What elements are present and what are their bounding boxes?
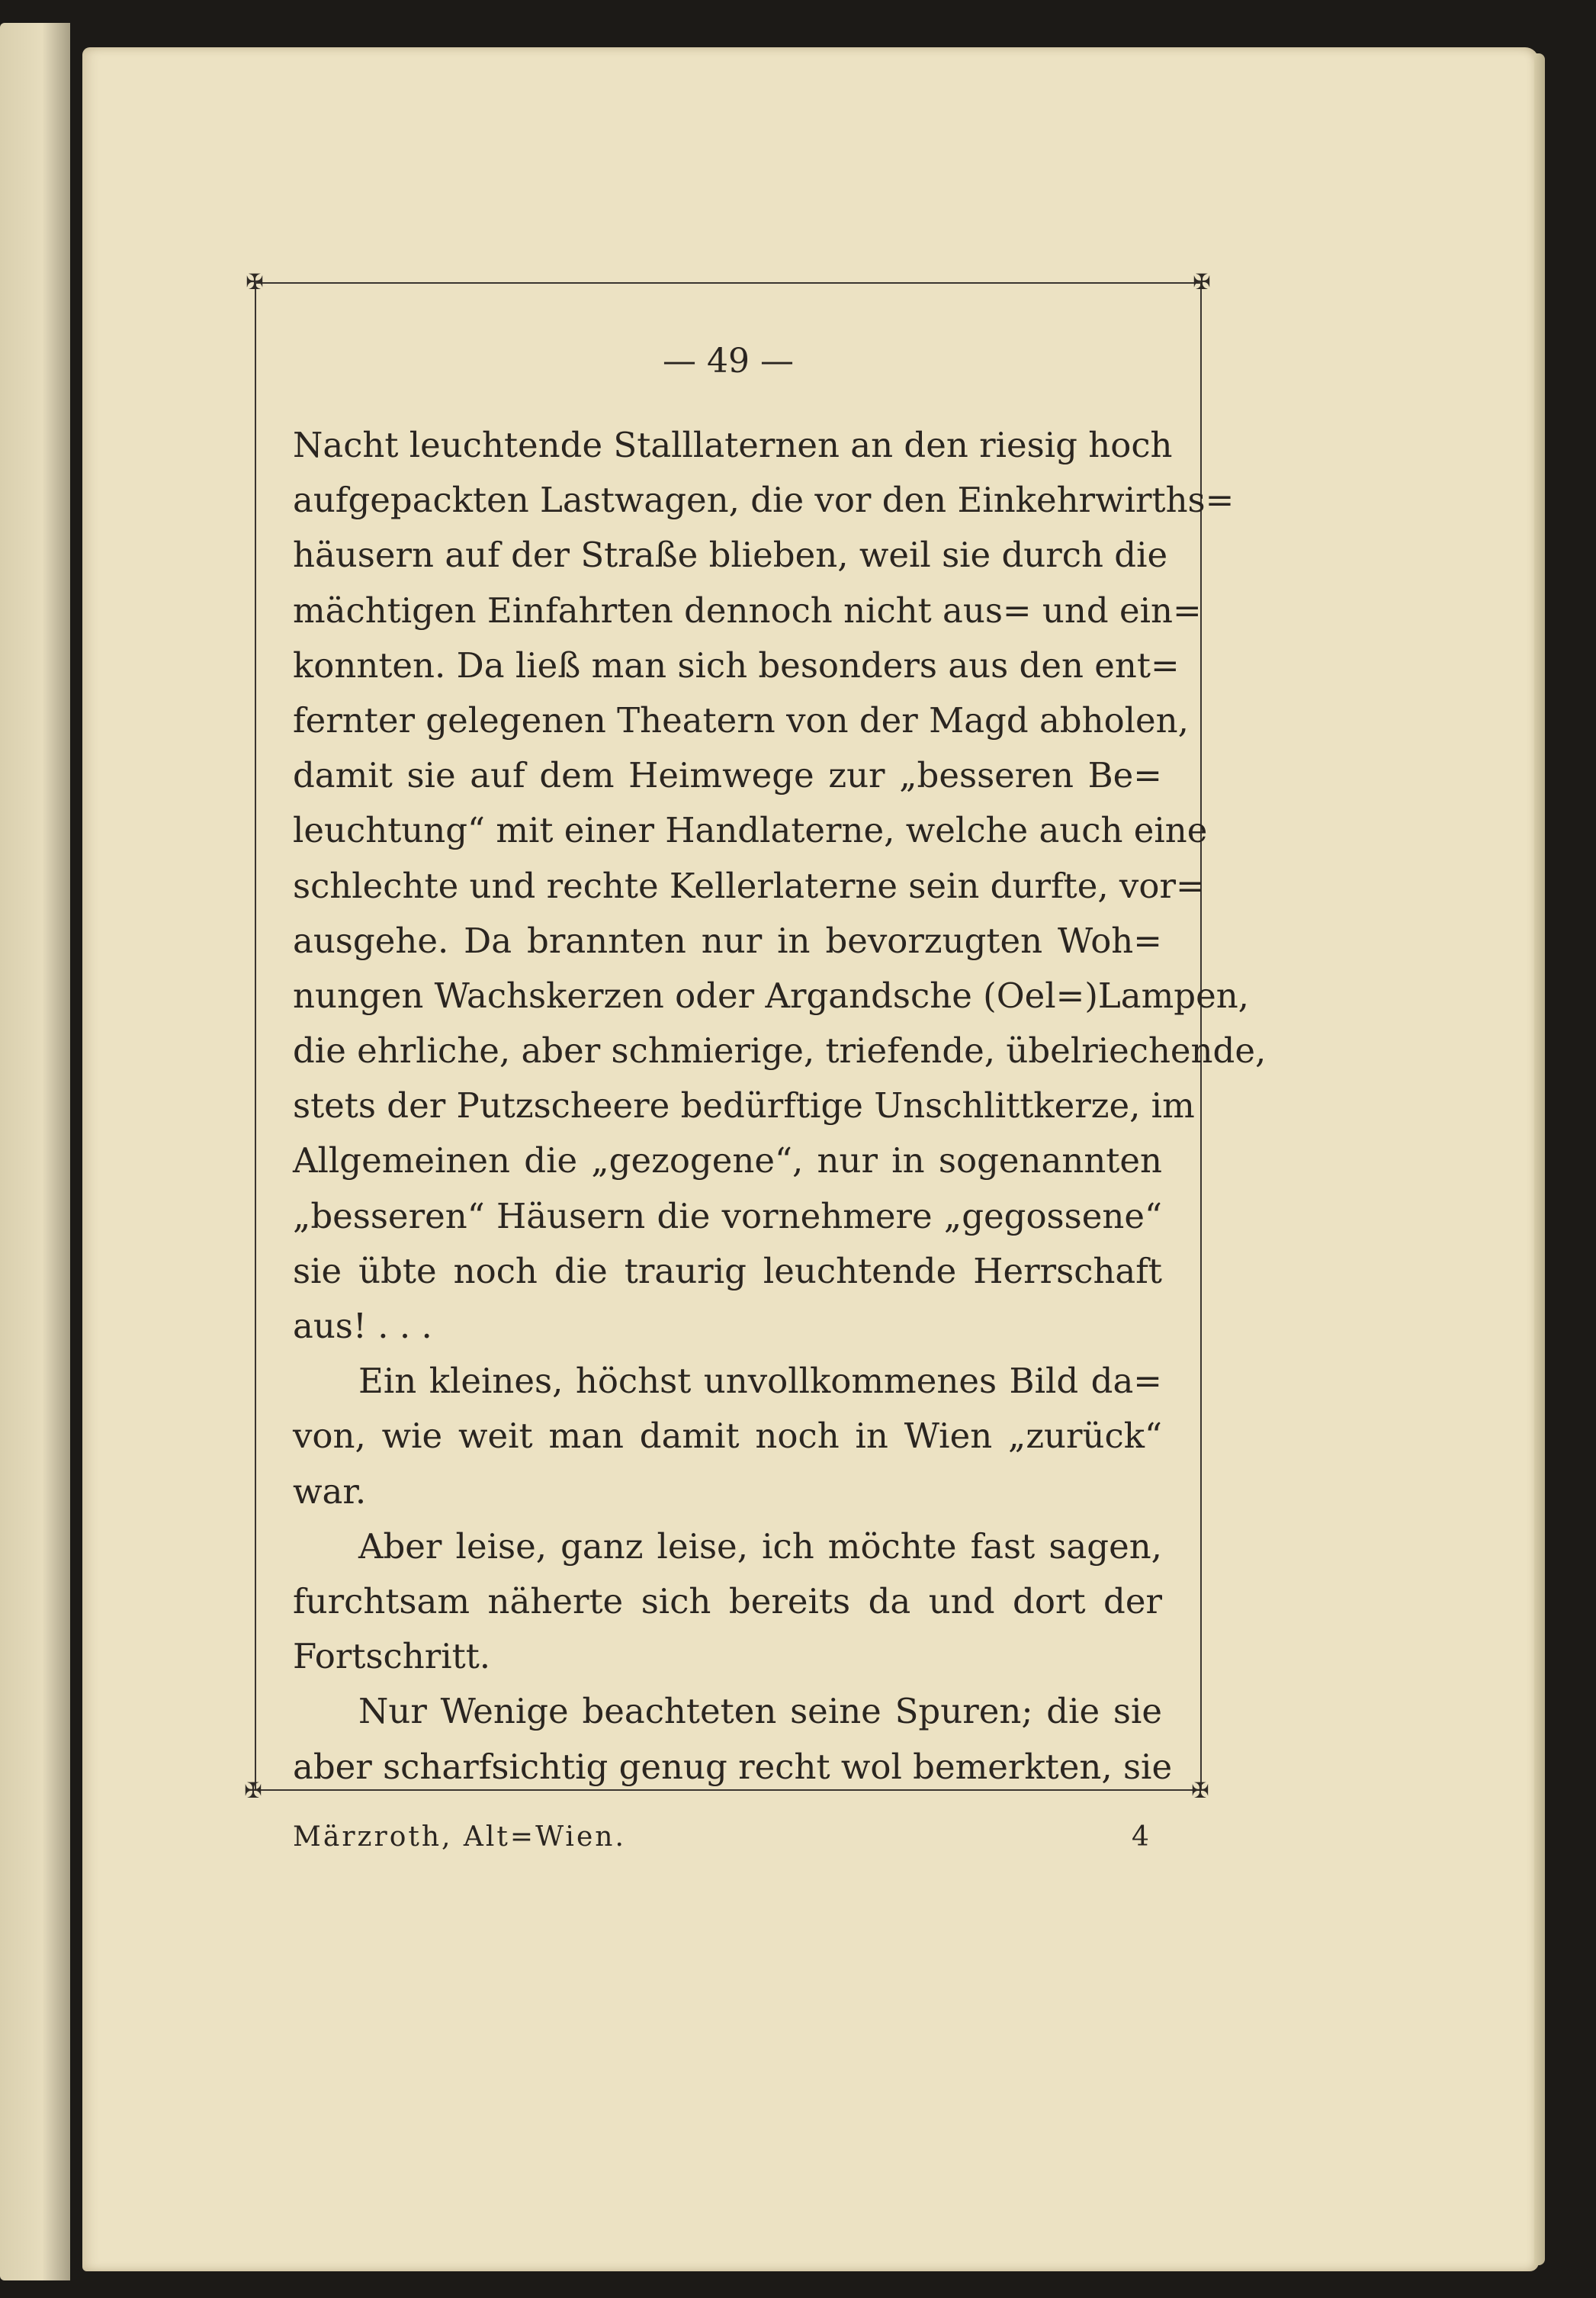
text-line: häusern auf der Straße blieben, weil sie durch die [293, 535, 1168, 576]
text-line: aus! . . . [293, 1306, 432, 1346]
text-line: konnten. Da ließ man sich besonders aus den ent= [293, 644, 1180, 686]
text-line: Ein kleines, höchst unvollkommenes Bild da= [358, 1361, 1162, 1402]
body-text [293, 418, 1267, 1795]
page-stack-edge [1534, 53, 1545, 2265]
page-number: — 49 — [663, 342, 794, 381]
text-line: damit sie auf dem Heimwege zur „besseren Be= [293, 755, 1162, 796]
text-line: aber scharfsichtig genug recht wol bemerkten, sie [293, 1746, 1173, 1787]
text-line: mächtigen Einfahrten dennoch nicht aus= und ein= [293, 590, 1202, 631]
text-line: Fortschritt. [293, 1636, 491, 1677]
corner-ornament-icon: ✠ [1193, 269, 1211, 294]
text-line: stets der Putzscheere bedürftige Unschlittkerze, im [293, 1085, 1195, 1127]
text-line: aufgepackten Lastwagen, die vor den Einkehrwirths= [293, 480, 1235, 521]
text-line: leuchtung“ mit einer Handlaterne, welche auch eine [293, 810, 1208, 851]
text-line: war. [293, 1470, 367, 1512]
corner-ornament-icon: ✠ [1191, 1778, 1209, 1803]
footer-author: Märzroth, Alt=Wien. [293, 1821, 626, 1853]
text-line: sie übte noch die traurig leuchtende Herrschaft [293, 1250, 1162, 1291]
text-line: Aber leise, ganz leise, ich möchte fast sagen, [358, 1525, 1162, 1567]
text-line: fernter gelegenen Theatern von der Magd abholen, [293, 699, 1189, 741]
text-line: von, wie weit man damit noch in Wien „zurück“ [293, 1416, 1162, 1457]
text-line: ausgehe. Da brannten nur in bevorzugten Woh= [293, 920, 1162, 961]
previous-page-edge [0, 23, 70, 2280]
text-line: schlechte und rechte Kellerlaterne sein durfte, vor= [293, 865, 1205, 906]
text-line: die ehrliche, aber schmierige, triefende, übelriechende, [293, 1030, 1267, 1072]
text-line: Nur Wenige beachteten seine Spuren; die sie [358, 1691, 1162, 1732]
corner-ornament-icon: ✠ [244, 1778, 262, 1803]
text-line: Nacht leuchtende Stalllaternen an den riesig hoch [293, 425, 1173, 465]
text-line: Allgemeinen die „gezogene“, nur in sogenannten [293, 1140, 1162, 1181]
text-line: „besseren“ Häusern die vornehmere „gegossene“ [293, 1195, 1162, 1236]
text-line: nungen Wachskerzen oder Argandsche (Oel=)Lampen, [293, 975, 1249, 1016]
corner-ornament-icon: ✠ [246, 269, 264, 294]
signature-mark: 4 [1132, 1821, 1149, 1853]
text-line: furchtsam näherte sich bereits da und dort der [293, 1580, 1162, 1621]
